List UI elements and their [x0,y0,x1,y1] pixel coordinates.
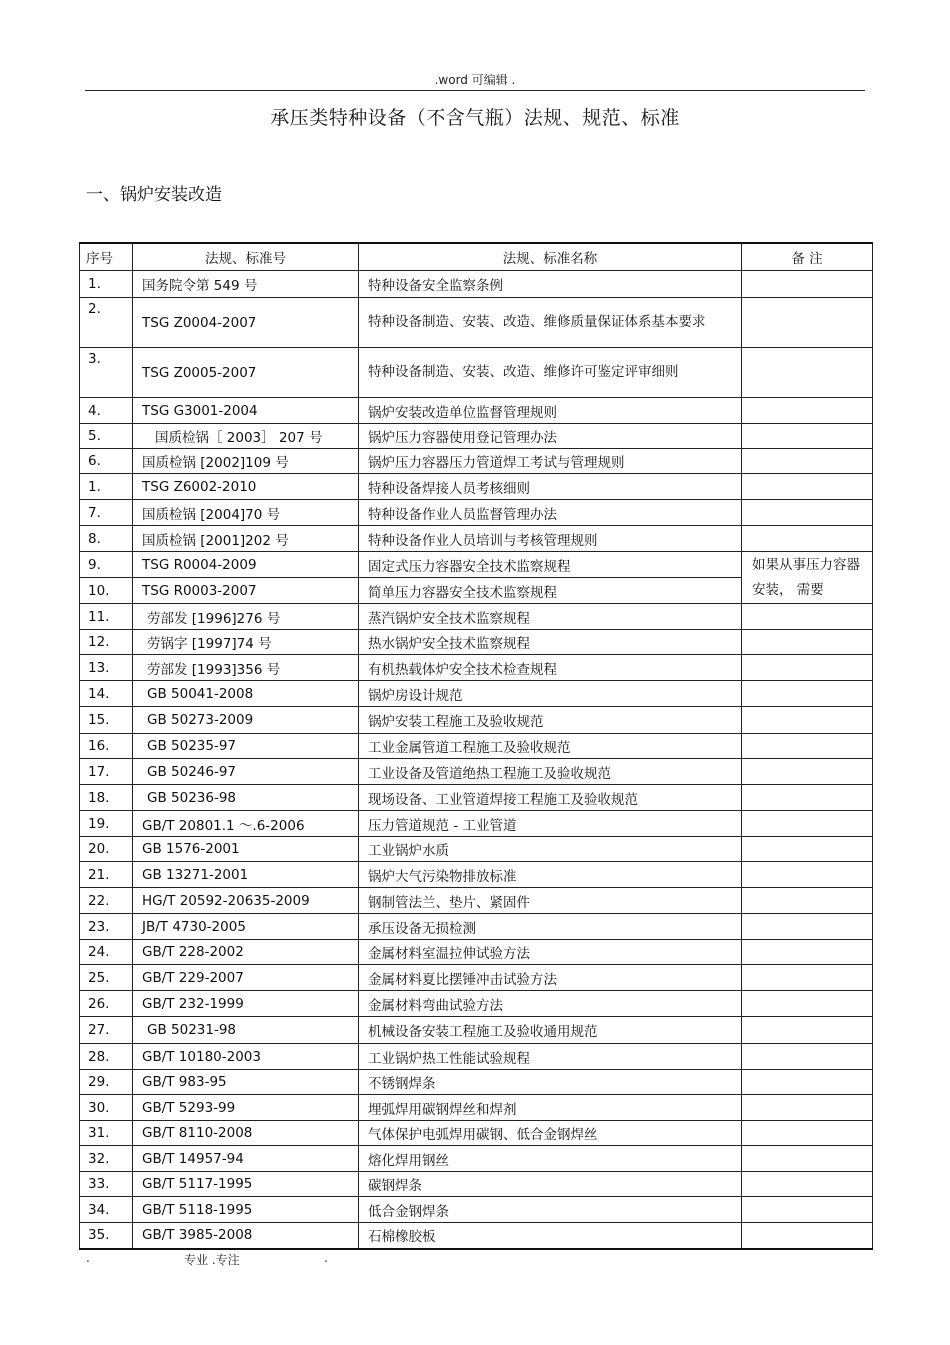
row-remark [742,707,873,734]
table-row [80,1044,873,1070]
row-code: TSG Z0005-2007 [133,348,359,398]
row-name: 熔化焊用钢丝 [359,1146,742,1172]
row-seq: 9. [80,552,133,578]
row-remark [742,424,873,449]
row-remark [742,398,873,424]
row-code: GB/T 5117-1995 [133,1172,359,1197]
row-seq: 10. [80,578,133,604]
table-row [80,734,873,759]
row-name: 简单压力容器安全技术监察规程 [359,578,742,604]
row-name: 蒸汽锅炉安全技术监察规程 [359,604,742,630]
row-code: GB/T 228-2002 [133,940,359,965]
table-header-row [80,243,873,271]
table-row [80,1197,873,1223]
row-code: GB/T 232-1999 [133,991,359,1017]
section-heading: 一、锅炉安装改造 [86,185,222,205]
col-header-remark: 备 注 [742,243,873,271]
row-remark [742,1017,873,1044]
document-title: 承压类特种设备（不含气瓶）法规、规范、标准 [270,107,680,129]
row-remark [742,1044,873,1070]
table-row [80,655,873,681]
row-seq: 22. [80,888,133,914]
row-remark [742,888,873,914]
row-name: 金属材料室温拉伸试验方法 [359,940,742,965]
row-seq: 12. [80,630,133,655]
row-name: 金属材料夏比摆锤冲击试验方法 [359,965,742,991]
row-seq: 4. [80,398,133,424]
table-row [80,1017,873,1044]
row-remark [742,630,873,655]
row-remark [742,298,873,348]
row-name: 锅炉压力容器使用登记管理办法 [359,424,742,449]
row-remark [742,271,873,298]
row-remark [742,348,873,398]
row-remark [742,604,873,630]
row-name: 埋弧焊用碳钢焊丝和焊剂 [359,1095,742,1121]
row-remark [742,1197,873,1223]
row-code: GB 13271-2001 [133,862,359,888]
row-seq: 1. [80,271,133,298]
row-name: 有机热载体炉安全技术检查规程 [359,655,742,681]
row-remark [742,526,873,552]
row-name: 工业锅炉热工性能试验规程 [359,1044,742,1070]
table-row [80,888,873,914]
row-name: 特种设备作业人员监督管理办法 [359,500,742,526]
row-code: TSG R0003-2007 [133,578,359,604]
row-code: GB/T 229-2007 [133,965,359,991]
footer-text: 专业 .专注 [184,1253,240,1267]
row-seq: 24. [80,940,133,965]
row-code: GB 50231-98 [133,1017,359,1044]
row-remark [742,734,873,759]
table-row [80,348,873,398]
row-remark [742,837,873,862]
table-row [80,552,873,578]
row-name: 热水锅炉安全技术监察规程 [359,630,742,655]
row-code: GB/T 20801.1 ～.6-2006 [133,811,359,837]
row-remark [742,449,873,474]
row-code: GB 50273-2009 [133,707,359,734]
row-name: 碳钢焊条 [359,1172,742,1197]
row-code: 劳部发 [1996]276 号 [133,604,359,630]
row-name: 压力管道规范 - 工业管道 [359,811,742,837]
row-seq: 32. [80,1146,133,1172]
row-name: 特种设备安全监察条例 [359,271,742,298]
row-name: 特种设备制造、安装、改造、维修许可鉴定评审细则 [359,348,742,398]
row-seq: 8. [80,526,133,552]
row-code: 国质检锅 [2002]109 号 [133,449,359,474]
row-seq: 14. [80,681,133,707]
row-seq: 27. [80,1017,133,1044]
row-seq: 13. [80,655,133,681]
row-name: 锅炉压力容器压力管道焊工考试与管理规则 [359,449,742,474]
table-row [80,630,873,655]
table-row [80,991,873,1017]
table-row [80,271,873,298]
table-row [80,785,873,811]
row-name: 锅炉房设计规范 [359,681,742,707]
row-name: 特种设备焊接人员考核细则 [359,474,742,500]
row-name: 锅炉安装工程施工及验收规范 [359,707,742,734]
row-seq: 1. [80,474,133,500]
row-code: 国质检锅 [2004]70 号 [133,500,359,526]
row-remark [742,1095,873,1121]
footer-left-dot: . [86,1251,90,1265]
row-remark [742,991,873,1017]
row-seq: 20. [80,837,133,862]
table-row [80,500,873,526]
row-seq: 6. [80,449,133,474]
row-code: GB/T 10180-2003 [133,1044,359,1070]
table-row [80,837,873,862]
row-name: 气体保护电弧焊用碳钢、低合金钢焊丝 [359,1121,742,1146]
header-divider [85,90,865,91]
table-row [80,398,873,424]
row-code: HG/T 20592-20635-2009 [133,888,359,914]
table-row [80,1095,873,1121]
row-remark [742,785,873,811]
row-code: GB 50235-97 [133,734,359,759]
row-remark [742,811,873,837]
row-code: 劳部发 [1993]356 号 [133,655,359,681]
row-name: 金属材料弯曲试验方法 [359,991,742,1017]
row-seq: 33. [80,1172,133,1197]
row-seq: 18. [80,785,133,811]
table-row [80,1146,873,1172]
row-seq: 34. [80,1197,133,1223]
row-remark [742,1121,873,1146]
row-code: JB/T 4730-2005 [133,914,359,940]
row-seq: 21. [80,862,133,888]
table-row [80,862,873,888]
table-row [80,474,873,500]
row-code: GB/T 983-95 [133,1070,359,1095]
row-name: 特种设备制造、安装、改造、维修质量保证体系基本要求 [359,298,742,348]
table-row [80,965,873,991]
table-row [80,449,873,474]
row-code: GB/T 5118-1995 [133,1197,359,1223]
row-code: TSG G3001-2004 [133,398,359,424]
table-row [80,940,873,965]
row-code: TSG Z0004-2007 [133,298,359,348]
row-name: 工业金属管道工程施工及验收规范 [359,734,742,759]
row-code: GB 1576-2001 [133,837,359,862]
row-name: 工业锅炉水质 [359,837,742,862]
row-code: GB 50246-97 [133,759,359,785]
row-seq: 17. [80,759,133,785]
row-name: 钢制管法兰、垫片、紧固件 [359,888,742,914]
row-code: 国质检锅［ 2003］ 207 号 [133,424,359,449]
row-seq: 3. [80,348,133,398]
table-row [80,1121,873,1146]
row-code: GB/T 3985-2008 [133,1223,359,1249]
row-code: 劳锅字 [1997]74 号 [133,630,359,655]
table-row [80,298,873,348]
row-code: 国质检锅 [2001]202 号 [133,526,359,552]
row-seq: 16. [80,734,133,759]
row-code: TSG Z6002-2010 [133,474,359,500]
row-seq: 35. [80,1223,133,1249]
row-code: GB 50236-98 [133,785,359,811]
row-seq: 7. [80,500,133,526]
row-name: 不锈钢焊条 [359,1070,742,1095]
table-row [80,811,873,837]
row-seq: 30. [80,1095,133,1121]
row-remark [742,1172,873,1197]
row-seq: 25. [80,965,133,991]
row-remark [742,862,873,888]
row-seq: 15. [80,707,133,734]
row-remark [742,1223,873,1249]
row-name: 工业设备及管道绝热工程施工及验收规范 [359,759,742,785]
row-name: 锅炉大气污染物排放标准 [359,862,742,888]
table-row [80,424,873,449]
row-seq: 31. [80,1121,133,1146]
row-seq: 19. [80,811,133,837]
table-row [80,1172,873,1197]
row-name: 锅炉安装改造单位监督管理规则 [359,398,742,424]
row-seq: 28. [80,1044,133,1070]
row-name: 固定式压力容器安全技术监察规程 [359,552,742,578]
row-seq: 29. [80,1070,133,1095]
row-code: GB/T 14957-94 [133,1146,359,1172]
table-row [80,707,873,734]
row-remark [742,914,873,940]
col-header-name: 法规、标准名称 [359,243,742,271]
row-seq: 23. [80,914,133,940]
row-seq: 2. [80,298,133,348]
table-row [80,681,873,707]
row-remark [742,655,873,681]
row-seq: 26. [80,991,133,1017]
row-remark [742,500,873,526]
standards-table [79,242,873,1250]
col-header-code: 法规、标准号 [133,243,359,271]
row-remark [742,759,873,785]
row-remark-merged: 如果从事压力容器安装， 需要 [742,552,873,604]
table-row [80,604,873,630]
table-row [80,914,873,940]
row-code: 国务院令第 549 号 [133,271,359,298]
page-header-text: .word 可编辑 . [434,73,516,87]
table-row [80,1070,873,1095]
footer-right-dot: . [324,1251,328,1265]
row-name: 承压设备无损检测 [359,914,742,940]
row-name: 机械设备安装工程施工及验收通用规范 [359,1017,742,1044]
table-row [80,526,873,552]
row-code: TSG R0004-2009 [133,552,359,578]
row-name: 低合金钢焊条 [359,1197,742,1223]
table-row [80,1223,873,1249]
row-remark [742,1146,873,1172]
row-name: 现场设备、工业管道焊接工程施工及验收规范 [359,785,742,811]
row-code: GB/T 8110-2008 [133,1121,359,1146]
row-remark [742,474,873,500]
row-remark [742,681,873,707]
row-remark [742,1070,873,1095]
row-name: 特种设备作业人员培训与考核管理规则 [359,526,742,552]
row-code: GB/T 5293-99 [133,1095,359,1121]
col-header-seq: 序号 [80,243,133,271]
table-row [80,759,873,785]
row-name: 石棉橡胶板 [359,1223,742,1249]
row-seq: 11. [80,604,133,630]
row-remark [742,940,873,965]
row-remark [742,965,873,991]
row-code: GB 50041-2008 [133,681,359,707]
row-seq: 5. [80,424,133,449]
